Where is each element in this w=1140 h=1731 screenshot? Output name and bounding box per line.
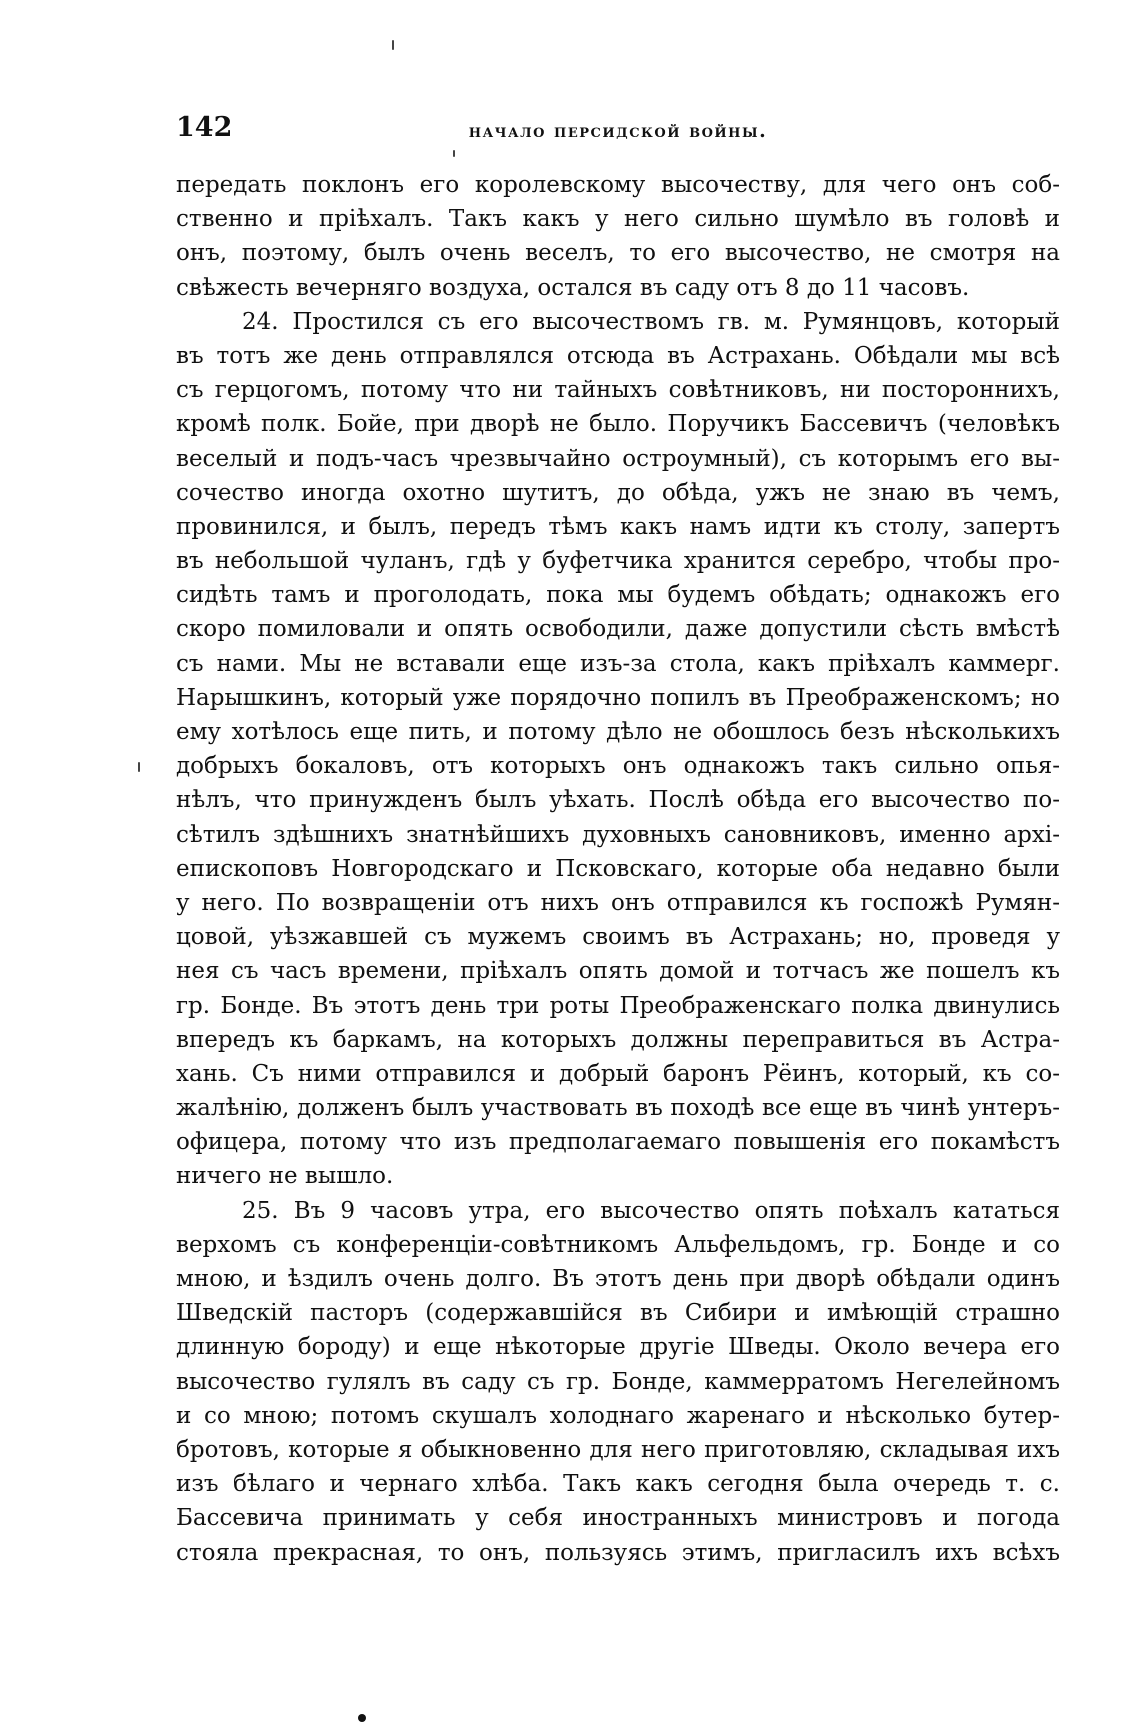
scan-speck <box>453 150 455 157</box>
text-line: высочество гулялъ въ саду съ гр. Бонде, каммерратомъ Негелейномъ <box>176 1368 1060 1395</box>
text-line: верхомъ съ конференціи-совѣтникомъ Альфельдомъ, гр. Бонде и со <box>176 1231 1060 1258</box>
text-line: съ герцогомъ, потому что ни тайныхъ совѣтниковъ, ни постороннихъ, <box>176 377 1060 404</box>
text-line: провинился, и былъ, передъ тѣмъ какъ намъ идти къ столу, запертъ <box>176 513 1060 540</box>
body-text <box>176 168 1060 1570</box>
text-line: Шведскій пасторъ (содержавшійся въ Сибири и имѣющій страшно <box>176 1300 1060 1327</box>
text-line: нѣлъ, что принужденъ былъ уѣхать. Послѣ обѣда его высочество по- <box>176 787 1060 814</box>
text-line: длинную бороду) и еще нѣкоторые другіе Шведы. Около вечера его <box>176 1334 1060 1361</box>
text-line: гр. Бонде. Въ этотъ день три роты Преображенскаго полка двинулись <box>176 992 1060 1019</box>
text-line: передать поклонъ его королевскому высочеству, для чего онъ соб- <box>176 172 1060 198</box>
text-line: сидѣть тамъ и проголодать, пока мы будемъ обѣдать; однакожъ его <box>176 582 1060 609</box>
text-line: сѣтилъ здѣшнихъ знатнѣйшихъ духовныхъ сановниковъ, именно архі- <box>176 821 1060 848</box>
scan-dot <box>358 1714 366 1722</box>
text-line: ственно и пріѣхалъ. Такъ какъ у него сильно шумѣло въ головѣ и <box>176 206 1060 233</box>
scan-speck <box>392 40 394 50</box>
text-line: хань. Съ ними отправился и добрый баронъ Рёинъ, который, къ со- <box>176 1060 1060 1087</box>
text-line: Бассевича принимать у себя иностранныхъ министровъ и погода <box>176 1505 1060 1532</box>
page-number: 142 <box>176 112 233 143</box>
text-line: съ нами. Мы не вставали еще изъ-за стола, какъ пріѣхалъ каммерг. <box>176 650 1060 677</box>
text-line: жалѣнію, долженъ былъ участвовать въ походѣ все еще въ чинѣ унтеръ- <box>176 1095 1060 1122</box>
text-line: нея съ часъ времени, пріѣхалъ опять домой и тотчасъ же пошелъ къ <box>176 958 1060 985</box>
text-line: скоро помиловали и опять освободили, даже допустили сѣсть вмѣстѣ <box>176 616 1060 643</box>
text-line: и со мною; потомъ скушалъ холоднаго жаренаго и нѣсколько бутер- <box>176 1402 1060 1429</box>
text-line: добрыхъ бокаловъ, отъ которыхъ онъ однакожъ такъ сильно опья- <box>176 753 1060 780</box>
text-line: веселый и подъ-часъ чрезвычайно остроумный), съ которымъ его вы- <box>176 445 1060 472</box>
text-line: бротовъ, которые я обыкновенно для него приготовляю, складывая ихъ <box>176 1436 1060 1463</box>
text-line: цовой, уѣзжавшей съ мужемъ своимъ въ Астрахань; но, проведя у <box>176 924 1060 951</box>
text-line: у него. По возвращеніи отъ нихъ онъ отправился къ госпожѣ Румян- <box>176 889 1060 916</box>
text-line: въ тотъ же день отправлялся отсюда въ Астрахань. Обѣдали мы всѣ <box>176 342 1060 369</box>
scan-speck <box>138 762 140 772</box>
text-line: изъ бѣлаго и чернаго хлѣба. Такъ какъ сегодня была очередь т. с. <box>176 1471 1060 1498</box>
text-line: сочество иногда охотно шутитъ, до обѣда, ужъ не знаю въ чемъ, <box>176 479 1060 506</box>
text-line: свѣжесть вечерняго воздуха, остался въ саду отъ 8 до 11 часовъ. <box>176 274 970 301</box>
text-line: епископовъ Новгородскаго и Псковскаго, которые оба недавно были <box>176 855 1060 882</box>
text-line: въ небольшой чуланъ, гдѣ у буфетчика хранится серебро, чтобы про- <box>176 548 1060 575</box>
text-line: стояла прекрасная, то онъ, пользуясь этимъ, пригласилъ ихъ всѣхъ <box>176 1539 1060 1566</box>
text-line: онъ, поэтому, былъ очень веселъ, то его высочество, не смотря на <box>176 240 1060 267</box>
text-line: ничего не вышло. <box>176 1163 394 1190</box>
text-line: кромѣ полк. Бойе, при дворѣ не было. Поручикъ Бассевичъ (человѣкъ <box>176 411 1060 438</box>
text-line: офицера, потому что изъ предполагаемаго повышенія его покамѣстъ <box>176 1129 1060 1156</box>
text-line: впередъ къ баркамъ, на которыхъ должны переправиться въ Астра- <box>176 1026 1060 1053</box>
text-line: ему хотѣлось еще пить, и потому дѣло не обошлось безъ нѣсколькихъ <box>176 719 1060 745</box>
text-line: мною, и ѣздилъ очень долго. Въ этотъ день при дворѣ обѣдали одинъ <box>176 1266 1060 1292</box>
text-line: Нарышкинъ, который уже порядочно попилъ въ Преображенскомъ; но <box>176 684 1060 711</box>
running-title: начало персидской войны. <box>468 120 768 142</box>
page-header <box>176 112 1060 152</box>
text-line: 24. Простился съ его высочествомъ гв. м. Румянцовъ, который <box>242 308 1060 335</box>
text-line: 25. Въ 9 часовъ утра, его высочество опять поѣхалъ кататься <box>242 1197 1060 1224</box>
